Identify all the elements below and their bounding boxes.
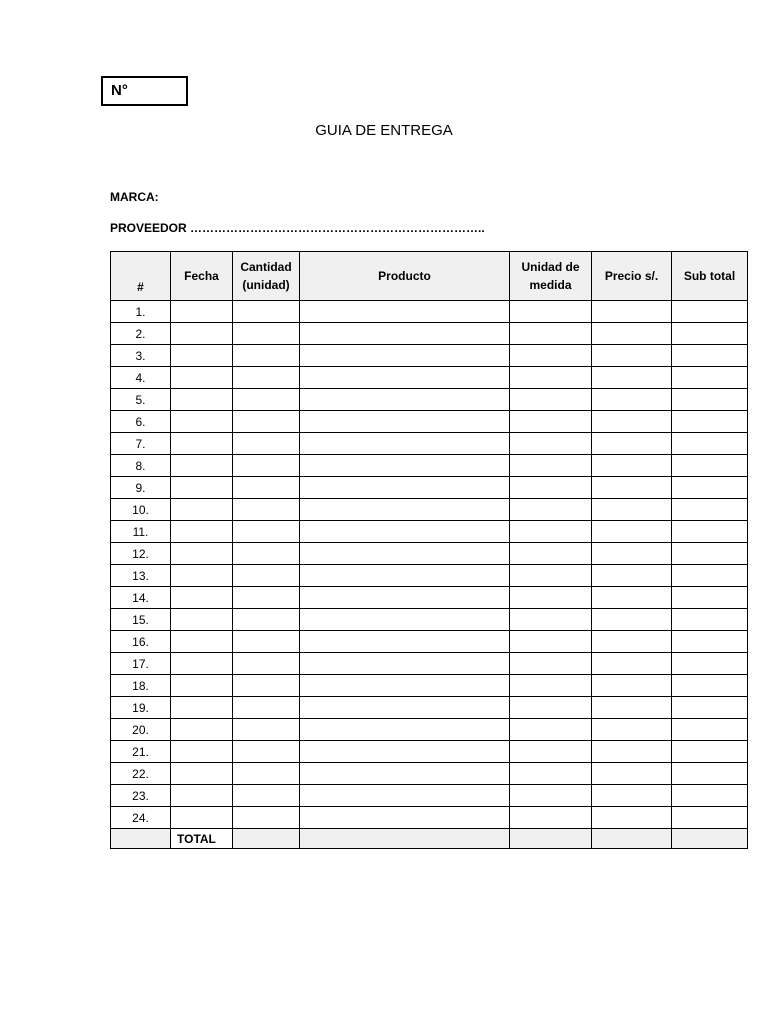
row-number: 15. — [111, 609, 171, 631]
fecha-cell[interactable] — [171, 543, 233, 565]
table-header-row — [111, 252, 748, 301]
cantidad-cell[interactable] — [233, 455, 300, 477]
unidad-cell[interactable] — [510, 499, 592, 521]
cantidad-cell[interactable] — [233, 543, 300, 565]
precio-cell[interactable] — [592, 477, 672, 499]
total-row — [111, 829, 748, 849]
unidad-cell[interactable] — [510, 653, 592, 675]
fecha-cell[interactable] — [171, 609, 233, 631]
fecha-cell[interactable] — [171, 389, 233, 411]
producto-cell[interactable] — [300, 719, 510, 741]
column-header-unidad-medida: Unidad de medida — [510, 252, 592, 301]
row-number: 2. — [111, 323, 171, 345]
fecha-cell[interactable] — [171, 697, 233, 719]
unidad-cell[interactable] — [510, 587, 592, 609]
table-row — [111, 521, 748, 543]
cantidad-cell[interactable] — [233, 631, 300, 653]
cantidad-cell[interactable] — [233, 477, 300, 499]
subtotal-cell[interactable] — [672, 565, 748, 587]
subtotal-cell[interactable] — [672, 323, 748, 345]
column-header-producto: Producto — [300, 252, 510, 301]
fecha-cell[interactable] — [171, 785, 233, 807]
precio-cell[interactable] — [592, 631, 672, 653]
column-header-precio: Precio s/. — [592, 252, 672, 301]
unidad-cell[interactable] — [510, 741, 592, 763]
row-number: 16. — [111, 631, 171, 653]
unidad-cell[interactable] — [510, 763, 592, 785]
cantidad-cell[interactable] — [233, 763, 300, 785]
row-number: 18. — [111, 675, 171, 697]
precio-cell[interactable] — [592, 587, 672, 609]
producto-cell[interactable] — [300, 565, 510, 587]
subtotal-cell[interactable] — [672, 675, 748, 697]
unidad-cell[interactable] — [510, 477, 592, 499]
table-row — [111, 367, 748, 389]
fecha-cell[interactable] — [171, 345, 233, 367]
producto-cell[interactable] — [300, 345, 510, 367]
subtotal-cell[interactable] — [672, 609, 748, 631]
row-number: 4. — [111, 367, 171, 389]
fecha-cell[interactable] — [171, 411, 233, 433]
producto-cell[interactable] — [300, 323, 510, 345]
precio-cell[interactable] — [592, 719, 672, 741]
producto-cell[interactable] — [300, 433, 510, 455]
total-cantidad-cell[interactable] — [233, 829, 300, 849]
table-row — [111, 323, 748, 345]
unidad-cell[interactable] — [510, 631, 592, 653]
unidad-cell[interactable] — [510, 345, 592, 367]
table-row — [111, 301, 748, 323]
precio-cell[interactable] — [592, 653, 672, 675]
table-row — [111, 543, 748, 565]
producto-cell[interactable] — [300, 477, 510, 499]
subtotal-cell[interactable] — [672, 521, 748, 543]
producto-cell[interactable] — [300, 741, 510, 763]
unidad-cell[interactable] — [510, 323, 592, 345]
row-number: 17. — [111, 653, 171, 675]
fecha-cell[interactable] — [171, 675, 233, 697]
subtotal-cell[interactable] — [672, 301, 748, 323]
cantidad-cell[interactable] — [233, 609, 300, 631]
row-number: 5. — [111, 389, 171, 411]
subtotal-cell[interactable] — [672, 345, 748, 367]
total-row-number-cell — [111, 829, 171, 849]
table-row — [111, 389, 748, 411]
unidad-cell[interactable] — [510, 433, 592, 455]
precio-cell[interactable] — [592, 323, 672, 345]
subtotal-cell[interactable] — [672, 477, 748, 499]
subtotal-cell[interactable] — [672, 741, 748, 763]
table-row — [111, 455, 748, 477]
cantidad-cell[interactable] — [233, 367, 300, 389]
precio-cell[interactable] — [592, 543, 672, 565]
unidad-cell[interactable] — [510, 807, 592, 829]
producto-cell[interactable] — [300, 675, 510, 697]
proveedor-field: PROVEEDOR ……………………………………………………………….. — [110, 221, 485, 235]
cantidad-cell[interactable] — [233, 521, 300, 543]
producto-cell[interactable] — [300, 543, 510, 565]
fecha-cell[interactable] — [171, 301, 233, 323]
marca-field: MARCA: — [110, 190, 159, 204]
row-number: 3. — [111, 345, 171, 367]
page-title: GUIA DE ENTREGA — [315, 122, 453, 139]
table-row — [111, 565, 748, 587]
precio-cell[interactable] — [592, 345, 672, 367]
unidad-cell[interactable] — [510, 389, 592, 411]
fecha-cell[interactable] — [171, 741, 233, 763]
row-number: 10. — [111, 499, 171, 521]
row-number: 7. — [111, 433, 171, 455]
producto-cell[interactable] — [300, 587, 510, 609]
table-row — [111, 675, 748, 697]
subtotal-cell[interactable] — [672, 785, 748, 807]
precio-cell[interactable] — [592, 697, 672, 719]
subtotal-cell[interactable] — [672, 697, 748, 719]
table-row — [111, 763, 748, 785]
number-box[interactable] — [101, 76, 188, 106]
row-number: 21. — [111, 741, 171, 763]
table-row — [111, 785, 748, 807]
row-number: 20. — [111, 719, 171, 741]
table-row — [111, 345, 748, 367]
precio-cell[interactable] — [592, 389, 672, 411]
cantidad-cell[interactable] — [233, 499, 300, 521]
subtotal-cell[interactable] — [672, 543, 748, 565]
unidad-cell[interactable] — [510, 367, 592, 389]
cantidad-cell[interactable] — [233, 807, 300, 829]
table-row — [111, 499, 748, 521]
precio-cell[interactable] — [592, 565, 672, 587]
cantidad-cell[interactable] — [233, 785, 300, 807]
fecha-cell[interactable] — [171, 477, 233, 499]
producto-cell[interactable] — [300, 697, 510, 719]
table-row — [111, 411, 748, 433]
row-number: 13. — [111, 565, 171, 587]
precio-cell[interactable] — [592, 785, 672, 807]
fecha-cell[interactable] — [171, 653, 233, 675]
cantidad-cell[interactable] — [233, 675, 300, 697]
precio-cell[interactable] — [592, 301, 672, 323]
subtotal-cell[interactable] — [672, 389, 748, 411]
cantidad-cell[interactable] — [233, 697, 300, 719]
fecha-cell[interactable] — [171, 499, 233, 521]
table-row — [111, 653, 748, 675]
subtotal-cell[interactable] — [672, 653, 748, 675]
total-precio-cell[interactable] — [592, 829, 672, 849]
unidad-cell[interactable] — [510, 411, 592, 433]
fecha-cell[interactable] — [171, 719, 233, 741]
precio-cell[interactable] — [592, 455, 672, 477]
precio-cell[interactable] — [592, 807, 672, 829]
subtotal-cell[interactable] — [672, 367, 748, 389]
cantidad-cell[interactable] — [233, 741, 300, 763]
table-row — [111, 587, 748, 609]
fecha-cell[interactable] — [171, 433, 233, 455]
cantidad-cell[interactable] — [233, 433, 300, 455]
precio-cell[interactable] — [592, 521, 672, 543]
cantidad-cell[interactable] — [233, 389, 300, 411]
unidad-cell[interactable] — [510, 697, 592, 719]
fecha-cell[interactable] — [171, 587, 233, 609]
fecha-cell[interactable] — [171, 565, 233, 587]
producto-cell[interactable] — [300, 785, 510, 807]
table-row — [111, 477, 748, 499]
row-number: 12. — [111, 543, 171, 565]
total-unidad-cell[interactable] — [510, 829, 592, 849]
subtotal-cell[interactable] — [672, 411, 748, 433]
unidad-cell[interactable] — [510, 301, 592, 323]
row-number: 19. — [111, 697, 171, 719]
producto-cell[interactable] — [300, 763, 510, 785]
unidad-cell[interactable] — [510, 785, 592, 807]
row-number: 24. — [111, 807, 171, 829]
table-row — [111, 433, 748, 455]
fecha-cell[interactable] — [171, 323, 233, 345]
row-number: 11. — [111, 521, 171, 543]
cantidad-cell[interactable] — [233, 411, 300, 433]
cantidad-cell[interactable] — [233, 719, 300, 741]
total-subtotal-cell[interactable] — [672, 829, 748, 849]
fecha-cell[interactable] — [171, 455, 233, 477]
row-number: 23. — [111, 785, 171, 807]
row-number: 6. — [111, 411, 171, 433]
precio-cell[interactable] — [592, 763, 672, 785]
cantidad-cell[interactable] — [233, 323, 300, 345]
table-row — [111, 741, 748, 763]
row-number: 9. — [111, 477, 171, 499]
producto-cell[interactable] — [300, 499, 510, 521]
subtotal-cell[interactable] — [672, 455, 748, 477]
delivery-table — [110, 251, 748, 849]
subtotal-cell[interactable] — [672, 719, 748, 741]
table-row — [111, 609, 748, 631]
producto-cell[interactable] — [300, 631, 510, 653]
producto-cell[interactable] — [300, 389, 510, 411]
fecha-cell[interactable] — [171, 367, 233, 389]
total-producto-cell[interactable] — [300, 829, 510, 849]
producto-cell[interactable] — [300, 521, 510, 543]
column-header-cantidad: Cantidad (unidad) — [233, 252, 300, 301]
precio-cell[interactable] — [592, 741, 672, 763]
column-header-fecha: Fecha — [171, 252, 233, 301]
unidad-cell[interactable] — [510, 455, 592, 477]
subtotal-cell[interactable] — [672, 807, 748, 829]
producto-cell[interactable] — [300, 367, 510, 389]
row-number: 1. — [111, 301, 171, 323]
row-number: 14. — [111, 587, 171, 609]
subtotal-cell[interactable] — [672, 433, 748, 455]
unidad-cell[interactable] — [510, 609, 592, 631]
unidad-cell[interactable] — [510, 565, 592, 587]
row-number: 8. — [111, 455, 171, 477]
column-header-number: # — [111, 252, 171, 301]
number-label: N° — [111, 82, 128, 99]
table-row — [111, 631, 748, 653]
fecha-cell[interactable] — [171, 807, 233, 829]
table-row — [111, 697, 748, 719]
subtotal-cell[interactable] — [672, 631, 748, 653]
subtotal-cell[interactable] — [672, 763, 748, 785]
total-label: TOTAL — [171, 829, 233, 849]
producto-cell[interactable] — [300, 807, 510, 829]
fecha-cell[interactable] — [171, 521, 233, 543]
fecha-cell[interactable] — [171, 763, 233, 785]
producto-cell[interactable] — [300, 301, 510, 323]
cantidad-cell[interactable] — [233, 587, 300, 609]
cantidad-cell[interactable] — [233, 565, 300, 587]
cantidad-cell[interactable] — [233, 653, 300, 675]
table-row — [111, 807, 748, 829]
precio-cell[interactable] — [592, 609, 672, 631]
precio-cell[interactable] — [592, 675, 672, 697]
producto-cell[interactable] — [300, 455, 510, 477]
unidad-cell[interactable] — [510, 521, 592, 543]
column-header-subtotal: Sub total — [672, 252, 748, 301]
precio-cell[interactable] — [592, 411, 672, 433]
unidad-cell[interactable] — [510, 675, 592, 697]
precio-cell[interactable] — [592, 499, 672, 521]
row-number: 22. — [111, 763, 171, 785]
producto-cell[interactable] — [300, 653, 510, 675]
producto-cell[interactable] — [300, 411, 510, 433]
unidad-cell[interactable] — [510, 543, 592, 565]
unidad-cell[interactable] — [510, 719, 592, 741]
precio-cell[interactable] — [592, 367, 672, 389]
table-row — [111, 719, 748, 741]
subtotal-cell[interactable] — [672, 587, 748, 609]
cantidad-cell[interactable] — [233, 301, 300, 323]
subtotal-cell[interactable] — [672, 499, 748, 521]
fecha-cell[interactable] — [171, 631, 233, 653]
cantidad-cell[interactable] — [233, 345, 300, 367]
producto-cell[interactable] — [300, 609, 510, 631]
precio-cell[interactable] — [592, 433, 672, 455]
